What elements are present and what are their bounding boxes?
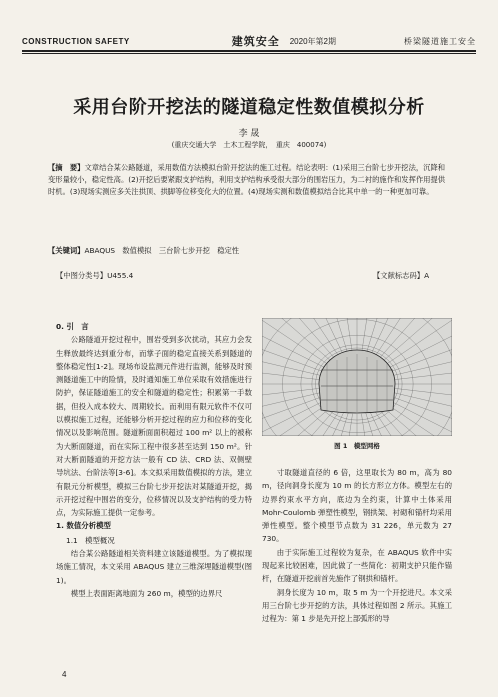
model-heading: 1. 数值分析模型 (56, 521, 111, 531)
journal-brand: 建筑安全 (231, 35, 280, 48)
abstract-text: 文章结合某公路隧道，采用数值方法模拟台阶开挖法的施工过程。结论表明：(1)采用三台阶七步开挖法，沉降和变形量较小，稳定性高。(2)开挖后要紧跟支护结构，利用支护结构承受很大部分的围岩压力，为二衬的施作和发挥作用提供时机。(3)现场实测应多关注拱顶、拱脚等位移变化大的位置。(4)现场实测和数值模拟结合比其中单一的一种更加可靠。 (48, 163, 446, 196)
abstract-block (48, 162, 450, 198)
keywords-label: 【关键词】 (48, 246, 85, 255)
keywords-block (48, 246, 450, 256)
section-label: 桥梁隧道施工安全 (404, 36, 476, 46)
right-paragraph-2: 由于实际施工过程较为复杂，在 ABAQUS 软件中实现起来比较困难，因此做了一些简化：初期支护只能作锚杆，在隧道开挖前首先施作了钢拱和锚杆。 (262, 547, 452, 584)
intro-heading: 0. 引 言 (56, 322, 89, 331)
right-paragraph-1: 寸取隧道直径的 6 倍，这里取长为 80 m，高为 80 m，径向洞身长度为 10 m 的长方形立方体。模型左右的边界约束水平方向，底边为全约束，计算中土体采用 Mohr-Coulomb 弹塑性模型，钢拱架、衬砌和锚杆均采用弹性模型。整个模型节点数为 31 226，单元数为 27 730。 (262, 468, 452, 544)
header-rule-thick (22, 50, 476, 52)
clc-number: 【中图分类号】U455.4 (56, 271, 134, 280)
article-author: 李 晟 (238, 129, 260, 139)
figure-caption: 图 1 模型网格 (334, 442, 380, 450)
model-paragraph-2: 模型上表面距离地面为 260 m，模型的边界尺 (70, 588, 223, 598)
intro-paragraph: 公路隧道开挖过程中，围岩受到多次扰动，其应力会发生释放最终达到重分布，而掌子面的稳定直接关系到隧道的整体稳定性[1-2]。现场布设监测元件进行监测，能够及时预测隧道施工中的险情，及时通知施工单位采取有效措施进行防护，保证隧道施工的安全和隧道的稳定性；积累第一手数据，但投入成本较大、周期较长。而利用有限元软件不仅可以模拟施工过程，还能够分析开挖过程的应力和位移的变化情况以及影响范围。隧道断面面积超过 100 m² 以上的被称为大断面隧道，而在实际工程中很多甚至达到 150 m²。针对大断面隧道的开挖方法一般有 CD 法、CRD 法、双侧壁导坑法、台阶法等[3-6]。本文拟采用数值模拟的方法，建立有限元分析模型，模拟三台阶七步开挖法对某隧道开挖，揭示开挖过程中围岩的变分，位移情况以及支护结构的受力特点，为实际施工提供一定参考。 (56, 335, 252, 518)
running-header (22, 34, 476, 48)
model-subheading: 1.1 模型概况 (66, 535, 115, 545)
header-rule-thin (22, 53, 476, 54)
author-affiliation: (重庆交通大学 土木工程学院， 重庆 400074) (171, 141, 327, 149)
article-title: 采用台阶开挖法的隧道稳定性数值模拟分析 (73, 97, 425, 118)
right-column (262, 466, 452, 626)
right-paragraph-3: 洞身长度为 10 m，取 5 m 为一个开挖进尺。本文采用三台阶七步开挖的方法，具体过程如图 2 所示。其施工过程为：第 1 步是先开挖上部弧形的导 (262, 587, 452, 624)
issue-label: 2020年第2期 (289, 36, 336, 46)
left-column (56, 320, 252, 600)
page-number: 4 (62, 670, 67, 679)
model-paragraph-1: 结合某公路隧道相关资料建立该隧道模型。为了模拟现场施工情况，本文采用 ABAQUS 建立三维深埋隧道模型(图 1)。 (56, 549, 252, 585)
journal-name-en: CONSTRUCTION SAFETY (22, 36, 130, 46)
model-mesh-figure (262, 318, 452, 436)
document-code: 【文献标志码】A (373, 271, 430, 280)
keywords-text: ABAQUS 数值模拟 三台阶七步开挖 稳定性 (84, 246, 240, 255)
abstract-label: 【摘 要】 (48, 163, 85, 172)
